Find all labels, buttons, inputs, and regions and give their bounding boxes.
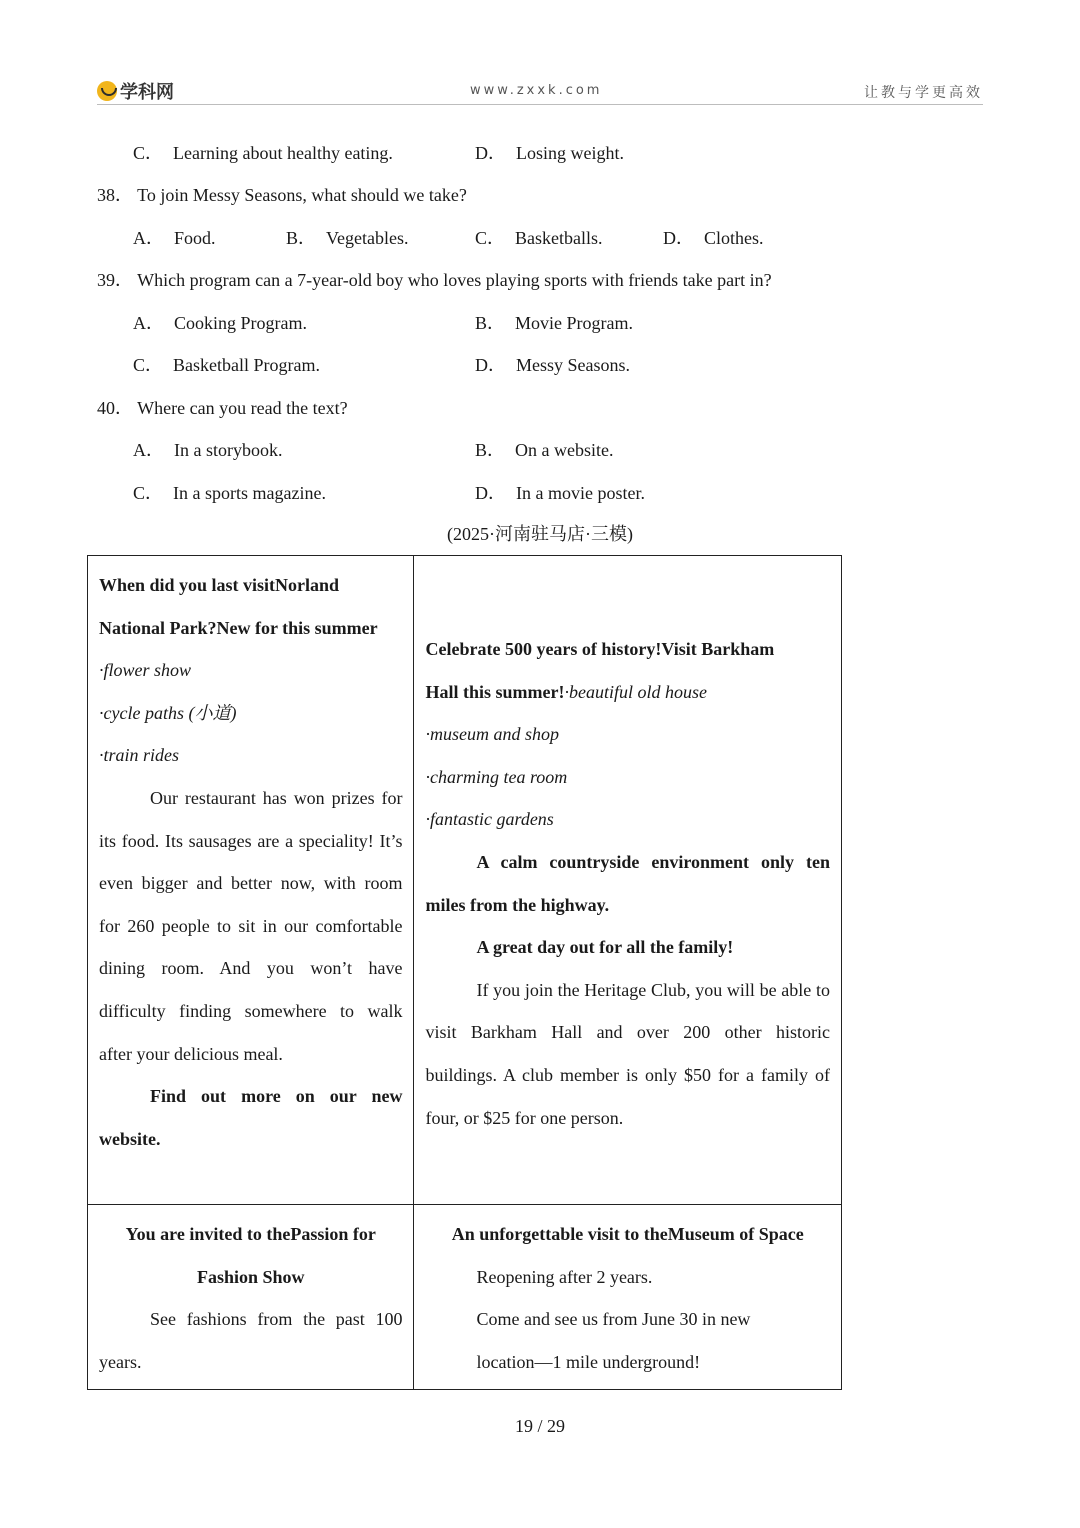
ad-space-line-3: location—1 mile underground!	[476, 1351, 701, 1372]
ad-barkham-item: ·museum and shop	[425, 724, 559, 745]
q40-option-a: A． In a storybook.	[133, 440, 283, 460]
page-number: 19 / 29	[514, 1416, 565, 1436]
q39-option-c: C． Basketball Program.	[133, 355, 320, 375]
site-url: www.zxxk.com	[470, 83, 603, 98]
source-note: (2025·河南驻马店·三模)	[447, 524, 633, 544]
ad-norland-item: ·train rides	[99, 745, 180, 766]
q39-option-a: A． Cooking Program.	[133, 313, 307, 333]
ad-norland-title-1: When did you last visitNorland	[99, 575, 340, 595]
q40-stem: 40． Where can you read the text?	[97, 398, 348, 418]
ad-norland-cell	[88, 556, 414, 1205]
logo	[97, 78, 174, 104]
logo-icon	[97, 81, 117, 101]
q38-option-d: D． Clothes.	[663, 228, 764, 248]
ad-norland-item: ·flower show	[99, 660, 192, 681]
ad-space-line-1: Reopening after 2 years.	[476, 1266, 653, 1287]
ad-norland-item: ·cycle paths (小道)	[99, 702, 237, 723]
q40-option-c: C． In a sports magazine.	[133, 483, 326, 503]
q40-option-d: D． In a movie poster.	[475, 483, 645, 503]
logo-text: 学科网	[120, 82, 174, 103]
ad-barkham-title-1: Celebrate 500 years of history!Visit Barkham	[425, 639, 775, 659]
q38-option-c: C． Basketballs.	[475, 228, 603, 248]
q37-option-d: D． Losing weight.	[475, 143, 624, 163]
ad-space-line-2: Come and see us from June 30 in new	[476, 1309, 751, 1330]
ad-fashion-title-1: You are invited to thePassion for	[125, 1224, 376, 1244]
ad-barkham-item: ·charming tea room	[425, 766, 568, 787]
ad-fashion-title-2: Fashion Show	[196, 1266, 305, 1287]
q37-option-c: C． Learning about healthy eating.	[133, 143, 393, 163]
q39-stem: 39． Which program can a 7-year-old boy who loves playing sports with friends take part in?	[97, 270, 772, 290]
ad-barkham-body: If you join the Heritage Club, you will be able to visit Barkham Hall and over 200 other historic buildings. A club member is only $50 for a family of four, or $25 for one person.	[425, 979, 830, 1128]
ads-table	[87, 555, 842, 1390]
ad-norland-body: Our restaurant has won prizes for its food. Its sausages are a speciality! It’s even bigger and better now, with room for 260 people to sit in our comfortable dining room. And you won’t have difficulty finding somewhere to walk after your delicious meal.	[99, 787, 403, 1064]
ad-barkham-title-2: Hall this summer!·beautiful old house	[425, 681, 707, 702]
q39-option-b: B． Movie Program.	[475, 313, 633, 333]
ad-norland-title-2: National Park?New for this summer	[99, 617, 378, 638]
q38-stem: 38． To join Messy Seasons, what should we take?	[97, 185, 467, 205]
q38-option-b: B． Vegetables.	[286, 228, 409, 248]
slogan: 让教与学更高效	[864, 85, 983, 101]
page-header	[97, 74, 983, 105]
q40-option-b: B． On a website.	[475, 440, 614, 460]
ad-barkham-item: ·fantastic gardens	[425, 809, 554, 830]
ad-space-title: An unforgettable visit to theMuseum of Space	[451, 1224, 804, 1244]
q39-option-d: D． Messy Seasons.	[475, 355, 631, 375]
ad-fashion-cell	[88, 1205, 414, 1390]
ad-norland-cta: Find out more on our new website.	[99, 1086, 403, 1149]
ad-barkham-cell	[414, 556, 842, 1205]
q38-option-a: A． Food.	[133, 228, 216, 248]
ad-barkham-bold-1: A calm countryside environment only ten miles from the highway.	[425, 851, 830, 915]
ad-space-cell	[414, 1205, 842, 1390]
ad-fashion-body: See fashions from the past 100 years.	[99, 1309, 403, 1372]
ad-barkham-bold-2: A great day out for all the family!	[476, 937, 734, 958]
